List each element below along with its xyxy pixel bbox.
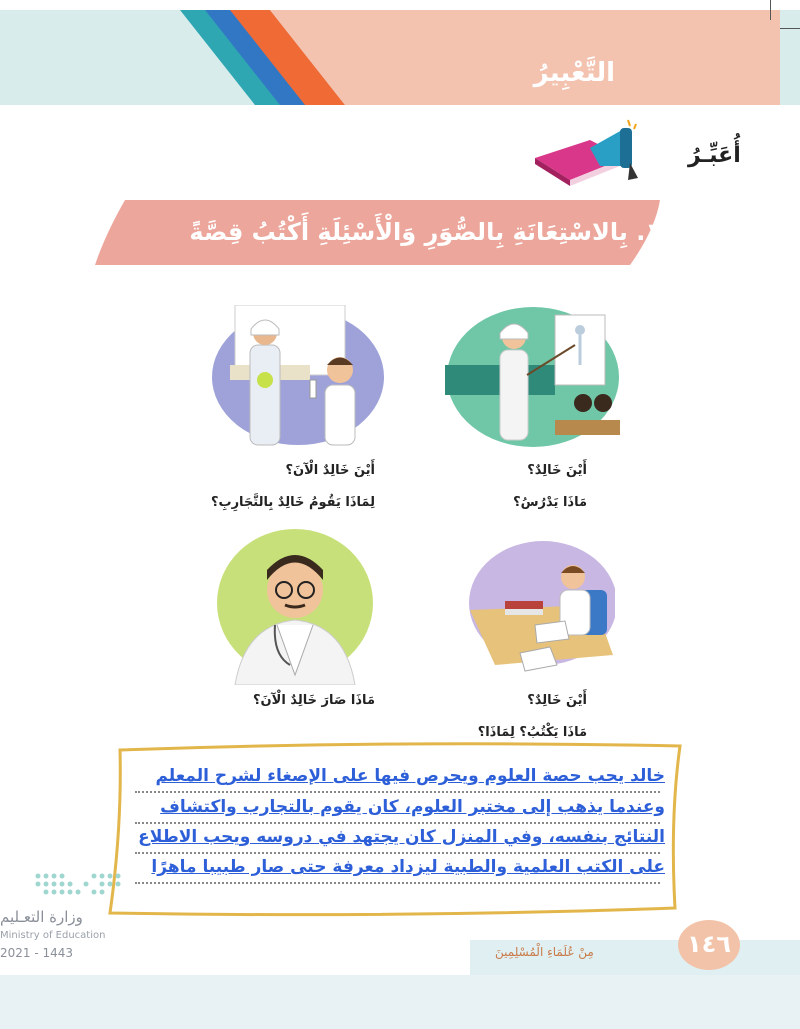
story-line-dots: [135, 882, 660, 884]
panel1-question2: مَاذَا يَدْرُسُ؟: [513, 495, 587, 510]
panel1-question1: أَيْنَ خَالِدٌ؟: [527, 463, 587, 478]
ministry-logo-icon: [30, 870, 130, 906]
panel4-question1: مَاذَا صَارَ خَالِدٌ الْآنَ؟: [253, 693, 375, 708]
exercise-title: ١. بِالاسْتِعَانَةِ بِالصُّوَرِ وَالْأَسْئِلَةِ أَكْتُبُ قِصَّةً: [189, 218, 660, 246]
illustration-doctor: [215, 525, 375, 685]
section-label: أُعَبِّـرُ: [688, 143, 741, 168]
story-line-3: النتائج بنفسه، وفي المنزل كان يجتهد في دروسه ويحب الاطلاع: [138, 827, 665, 847]
header-stripes: [0, 10, 800, 105]
panel3-question1: أَيْنَ خَالِدٌ؟: [527, 693, 587, 708]
story-line-dots: [135, 791, 660, 793]
illustration-studying: [465, 535, 615, 680]
crop-mark: [770, 0, 771, 20]
ministry-name-ar: وزارة التعـليم: [0, 908, 83, 926]
story-line-1: خالد يحب حصة العلوم ويحرص فيها على الإصغاء لشرح المعلم: [155, 766, 665, 786]
panel3-question2: مَاذَا يَكْتُبُ؟ لِمَاذَا؟: [477, 725, 587, 740]
crop-mark: [780, 28, 800, 29]
illustration-lab: [210, 305, 385, 450]
book-title: مِنْ عُلَمَاءِ الْمُسْلِمِينَ: [495, 945, 594, 959]
page-number: ١٤٦: [687, 930, 731, 958]
footer-band: [0, 975, 800, 1029]
megaphone-book-icon: [530, 118, 640, 188]
story-line-2: وعندما يذهب إلى مختبر العلوم، كان يقوم بالتجارب واكتشاف: [160, 797, 665, 817]
page-title: التَّعْبِيرُ: [533, 58, 615, 88]
edition-year: 2021 - 1443: [0, 946, 74, 960]
panel2-question1: أَيْنَ خَالِدٌ الْآنَ؟: [285, 463, 375, 478]
panel2-question2: لِمَاذَا يَقُومُ خَالِدٌ بِالتَّجَارِبِ؟: [210, 495, 375, 510]
illustration-classroom: [445, 305, 620, 450]
story-line-dots: [135, 822, 660, 824]
story-line-dots: [135, 852, 660, 854]
story-line-4: على الكتب العلمية والطبية ليزداد معرفة حتى صار طبيبا ماهرًا: [151, 857, 665, 877]
ministry-name-en: Ministry of Education: [0, 930, 106, 941]
